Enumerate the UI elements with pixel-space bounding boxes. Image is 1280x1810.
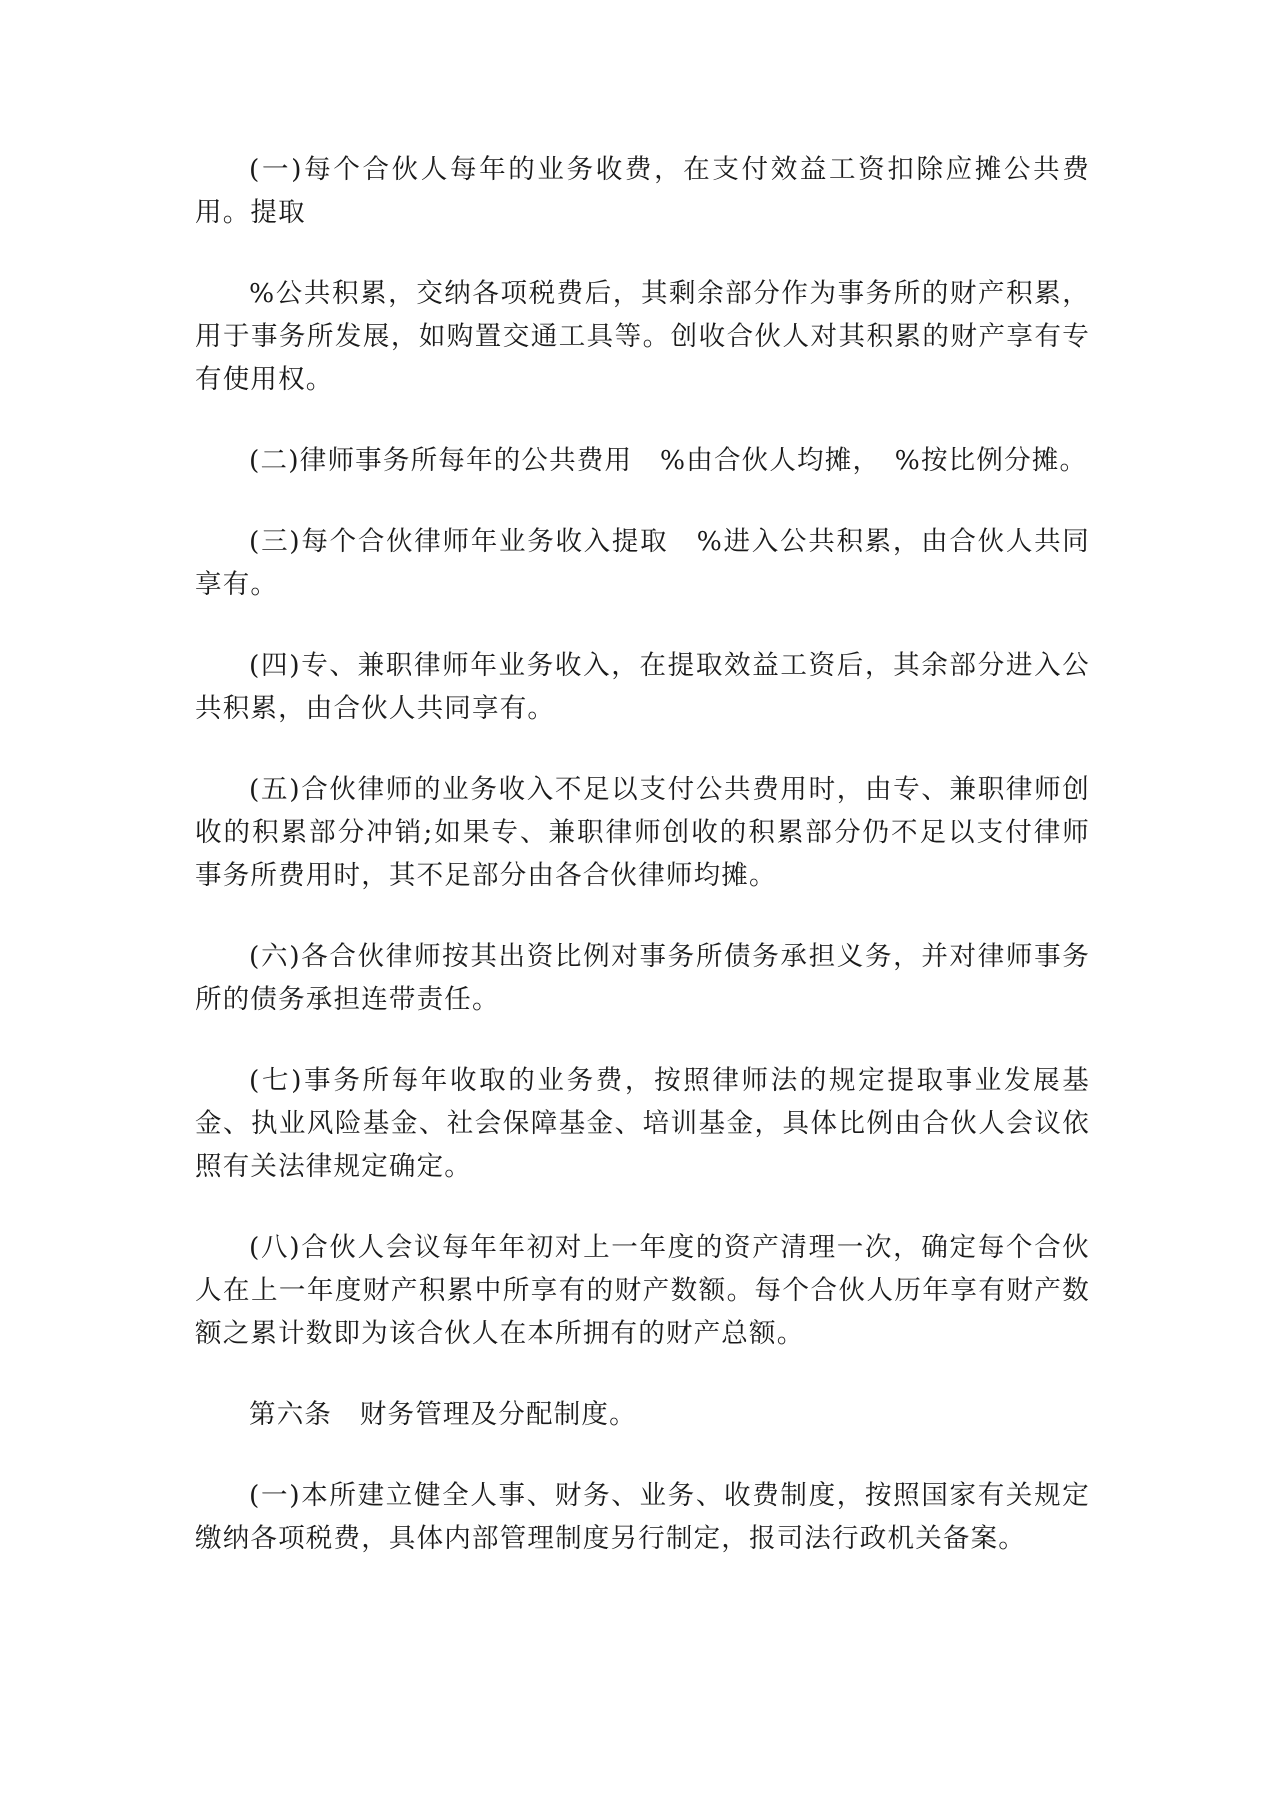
paragraph-3: (二)律师事务所每年的公共费用 %由合伙人均摊， %按比例分摊。 <box>249 445 1088 476</box>
paragraph-8: (七)事务所每年收取的业务费，按照律师法的规定提取事业发展基金、执业风险基金、社会保障基金、培训基金，具体比例由合伙人会议依照有关法律规定确定。 <box>195 1065 1090 1182</box>
paragraph-10: (一)本所建立健全人事、财务、业务、收费制度，按照国家有关规定缴纳各项税费，具体内部管理制度另行制定，报司法行政机关备案。 <box>195 1480 1090 1554</box>
paragraph-4: (三)每个合伙律师年业务收入提取 %进入公共积累，由合伙人共同享有。 <box>195 526 1090 600</box>
paragraph-2: %公共积累，交纳各项税费后，其剩余部分作为事务所的财产积累，用于事务所发展，如购置交通工具等。创收合伙人对其积累的财产享有专有使用权。 <box>195 278 1090 395</box>
paragraph-7: (六)各合伙律师按其出资比例对事务所债务承担义务，并对律师事务所的债务承担连带责任。 <box>195 941 1090 1015</box>
paragraph-5: (四)专、兼职律师年业务收入，在提取效益工资后，其余部分进入公共积累，由合伙人共同享有。 <box>195 650 1090 724</box>
paragraph-1: (一)每个合伙人每年的业务收费，在支付效益工资扣除应摊公共费用。提取 <box>195 154 1090 228</box>
paragraph-9: (八)合伙人会议每年年初对上一年度的资产清理一次，确定每个合伙人在上一年度财产积累中所享有的财产数额。每个合伙人历年享有财产数额之累计数即为该合伙人在本所拥有的财产总额。 <box>195 1232 1090 1349</box>
section-heading-article-6: 第六条 财务管理及分配制度。 <box>249 1399 637 1430</box>
paragraph-6: (五)合伙律师的业务收入不足以支付公共费用时，由专、兼职律师创收的积累部分冲销;如果专、兼职律师创收的积累部分仍不足以支付律师事务所费用时，其不足部分由各合伙律师均摊。 <box>195 774 1090 891</box>
